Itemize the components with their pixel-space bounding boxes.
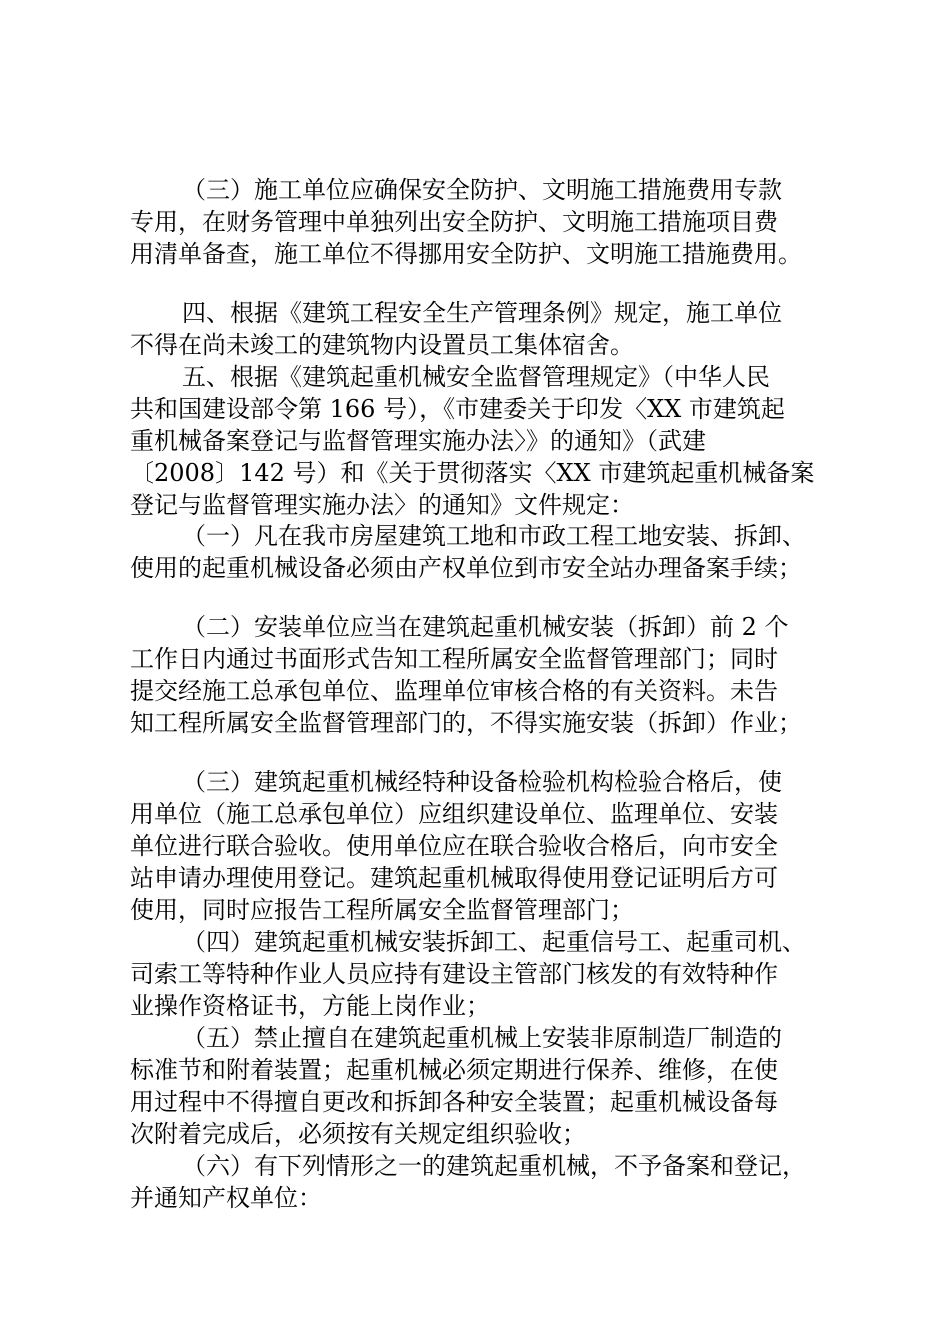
paragraph-line: 标准节和附着装置；起重机械必须定期进行保养、维修，在使 <box>130 1056 778 1084</box>
paragraph-line: 使用的起重机械设备必须由产权单位到市安全站办理备案手续； <box>130 554 802 582</box>
paragraph-line: （三）施工单位应确保安全防护、文明施工措施费用专款 <box>182 176 782 204</box>
paragraph-line: 使用，同时应报告工程所属安全监督管理部门； <box>130 896 634 924</box>
paragraph-line: 用清单备查，施工单位不得挪用安全防护、文明施工措施费用。 <box>130 240 802 268</box>
paragraph-line: 四、根据《建筑工程安全生产管理条例》规定，施工单位 <box>182 299 782 327</box>
paragraph-line: （五）禁止擅自在建筑起重机械上安装非原制造厂制造的 <box>182 1024 782 1052</box>
paragraph-line: （三）建筑起重机械经特种设备检验机构检验合格后，使 <box>182 768 782 796</box>
paragraph-line: 站申请办理使用登记。建筑起重机械取得使用登记证明后方可 <box>130 864 778 892</box>
paragraph-line: 共和国建设部令第 166 号），《市建委关于印发〈XX 市建筑起 <box>130 395 785 423</box>
paragraph-line: 重机械备案登记与监督管理实施办法〉》的通知》（武建 <box>130 427 706 455</box>
paragraph-line: （六）有下列情形之一的建筑起重机械，不予备案和登记， <box>182 1152 806 1180</box>
paragraph-line: 用单位（施工总承包单位）应组织建设单位、监理单位、安装 <box>130 800 778 828</box>
paragraph-line: 知工程所属安全监督管理部门的，不得实施安装（拆卸）作业； <box>130 709 802 737</box>
paragraph-line: （二）安装单位应当在建筑起重机械安装（拆卸）前 2 个 <box>182 613 789 641</box>
paragraph-line: 〔2008〕142 号）和《关于贯彻落实〈XX 市建筑起重机械备案 <box>130 459 815 487</box>
paragraph-line: 次附着完成后，必须按有关规定组织验收； <box>130 1120 586 1148</box>
paragraph-line: 业操作资格证书，方能上岗作业； <box>130 992 490 1020</box>
paragraph-line: （一）凡在我市房屋建筑工地和市政工程工地安装、拆卸、 <box>182 522 806 550</box>
paragraph-line: 并通知产权单位： <box>130 1184 322 1212</box>
paragraph-line: 登记与监督管理实施办法〉的通知》文件规定： <box>130 491 634 519</box>
paragraph-line: 司索工等特种作业人员应持有建设主管部门核发的有效特种作 <box>130 960 778 988</box>
paragraph-line: （四）建筑起重机械安装拆卸工、起重信号工、起重司机、 <box>182 928 806 956</box>
paragraph-line: 用过程中不得擅自更改和拆卸各种安全装置；起重机械设备每 <box>130 1088 778 1116</box>
paragraph-line: 单位进行联合验收。使用单位应在联合验收合格后，向市安全 <box>130 832 778 860</box>
paragraph-line: 工作日内通过书面形式告知工程所属安全监督管理部门；同时 <box>130 645 778 673</box>
paragraph-line: 专用，在财务管理中单独列出安全防护、文明施工措施项目费 <box>130 208 778 236</box>
paragraph-line: 提交经施工总承包单位、监理单位审核合格的有关资料。未告 <box>130 677 778 705</box>
paragraph-line: 五、根据《建筑起重机械安全监督管理规定》（中华人民 <box>182 363 770 391</box>
paragraph-line: 不得在尚未竣工的建筑物内设置员工集体宿舍。 <box>130 331 634 359</box>
